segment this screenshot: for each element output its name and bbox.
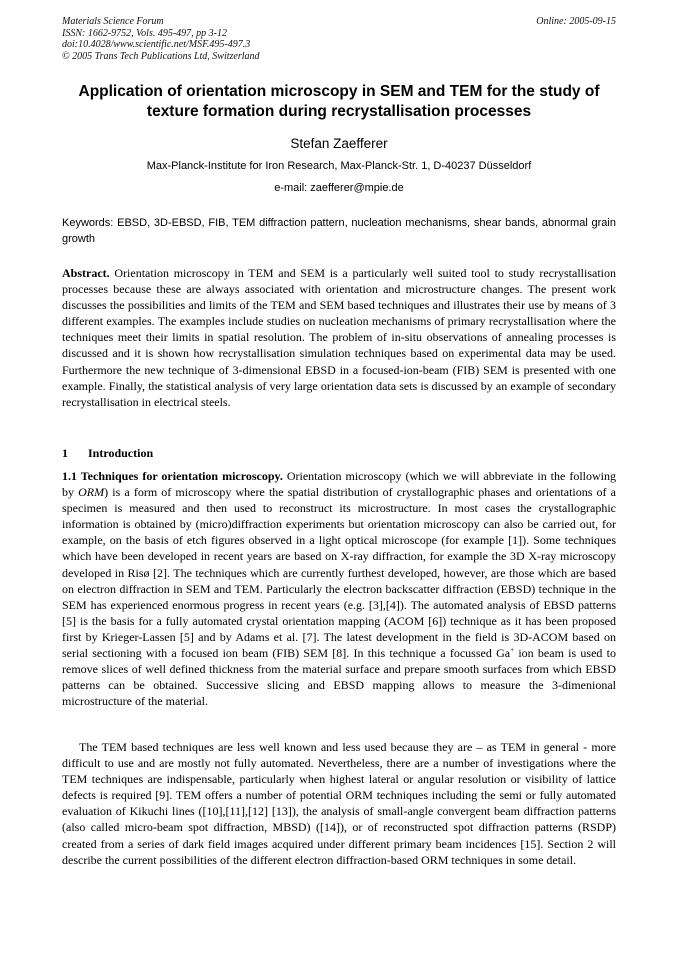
- keywords: Keywords: EBSD, 3D-EBSD, FIB, TEM diffraction pattern, nucleation mechanisms, shear bands, abnormal grain growth: [62, 217, 616, 245]
- paragraph-tem: The TEM based techniques are less well known and less used because they are – as TEM in general - more difficult to use and are mostly not fully automated. Nevertheless, there are a number of investigations where the TEM techniques are indispensable, particularly when highest lateral or angular resolution or visibility of lattice defects is required [9]. TEM offers a number of potential ORM techniques including the semi or fully automated evaluation of Kikuchi lines ([10],[11],[12] [13]), the analysis of small-angle convergent beam diffraction patterns (also called micro-beam spot diffraction, MBSD) ([14]), or of reconstructed spot diffraction patterns (RSDP) created from a series of dark field images acquired under different primary beam incidences [15]. Section 2 will describe the current possibilities of the different electron diffraction-based ORM techniques in some detail.: [62, 740, 616, 867]
- orm-term: ORM: [78, 485, 105, 500]
- section-number: 1: [62, 446, 68, 460]
- section-heading: [62, 446, 616, 461]
- online-date: Online: 2005-09-15: [536, 16, 616, 27]
- journal-doi: doi:10.4028/www.scientific.net/MSF.495-497.3: [62, 39, 251, 50]
- author-affiliation: Max-Planck-Institute for Iron Research, Max-Planck-Str. 1, D-40237 Düsseldorf: [146, 160, 532, 172]
- abstract-label: Abstract.: [62, 266, 110, 280]
- superscript-plus: +: [510, 646, 515, 655]
- paragraph-text-3: ion beam is used to remove slices of well defined thickness from the material surface and prepare smooth surfaces from which EBSD patterns can be obtained. Successive slicing and EBSD mapping allows to measure the 3-dimenional microstructure of the material.: [62, 646, 617, 709]
- subsection-heading: 1.1 Techniques for orientation microscopy.: [62, 469, 283, 483]
- abstract: [62, 265, 616, 410]
- author-name: Stefan Zaefferer: [290, 136, 388, 151]
- paper-title: Application of orientation microscopy in SEM and TEM for the study of texture formation during recrystallisation processes: [78, 83, 600, 120]
- journal-name: Materials Science Forum: [62, 16, 164, 27]
- section-title: Introduction: [88, 446, 154, 460]
- paragraph-techniques: [62, 468, 616, 709]
- journal-header: [62, 16, 616, 62]
- author-email: e-mail: zaefferer@mpie.de: [274, 182, 404, 194]
- journal-copyright: © 2005 Trans Tech Publications Ltd, Switzerland: [62, 50, 260, 62]
- abstract-text: Orientation microscopy in TEM and SEM is a particularly well suited tool to study recrystallisation processes because these are always associated with orientation and microstructure changes. The present work discusses the possibilities and limits of the TEM and SEM based techniques and illustrates their use by means of 3 different examples. The examples include studies on nucleation mechanisms of primary recrystallisation where the techniques meet their limits in spatial resolution. The problem of in-situ observations of annealing processes is discussed and it is shown how recrystallisation simulation techniques based on experimental data may be used. Furthermore the new technique of 3-dimensional EBSD in a focused-ion-beam (FIB) SEM is presented with one example. Finally, the statistical analysis of very large orientation data sets is discussed by an example of secondary recrystallisation in electrical steels.: [62, 266, 616, 409]
- paragraph-text-1: Orientation microscopy (which we will abbreviate in the following by: [62, 469, 616, 500]
- journal-issn: ISSN: 1662-9752, Vols. 495-497, pp 3-12: [62, 27, 227, 39]
- paragraph-text-2: ) is a form of microscopy where the spatial distribution of crystallographic phases and orientations of a specimen is measured and then used to reconstruct its microstructure. In most cases the crystallographic information is obtained by (micro)diffraction experiments but orientation microscopy can also be carried out, for example, on the basis of etch figures observed in a light optical microscope (for example [1]). Some techniques which have been developed in recent years are based on X-ray diffraction, for example the 3D X-ray microscopy developed in Risø [2]. The techniques which are currently furthest developed, however, are those which are based on electron diffraction in SEM and TEM. Particularly the electron backscatter diffraction (EBSD) technique in the SEM has experienced enormous progress in recent years (e.g. [3],[4]). The automated analysis of EBSD patterns [5] is the basis for a fully automated crystal orientation mapping (ACOM [6]) technique as it has been proposed first by Krieger-Lassen [5] and by Adams et al. [7]. The latest development in the field is 3D-ACOM based on serial sectioning with a focused ion beam (FIB) SEM [8]. In this technique a focussed Ga: [62, 485, 616, 661]
